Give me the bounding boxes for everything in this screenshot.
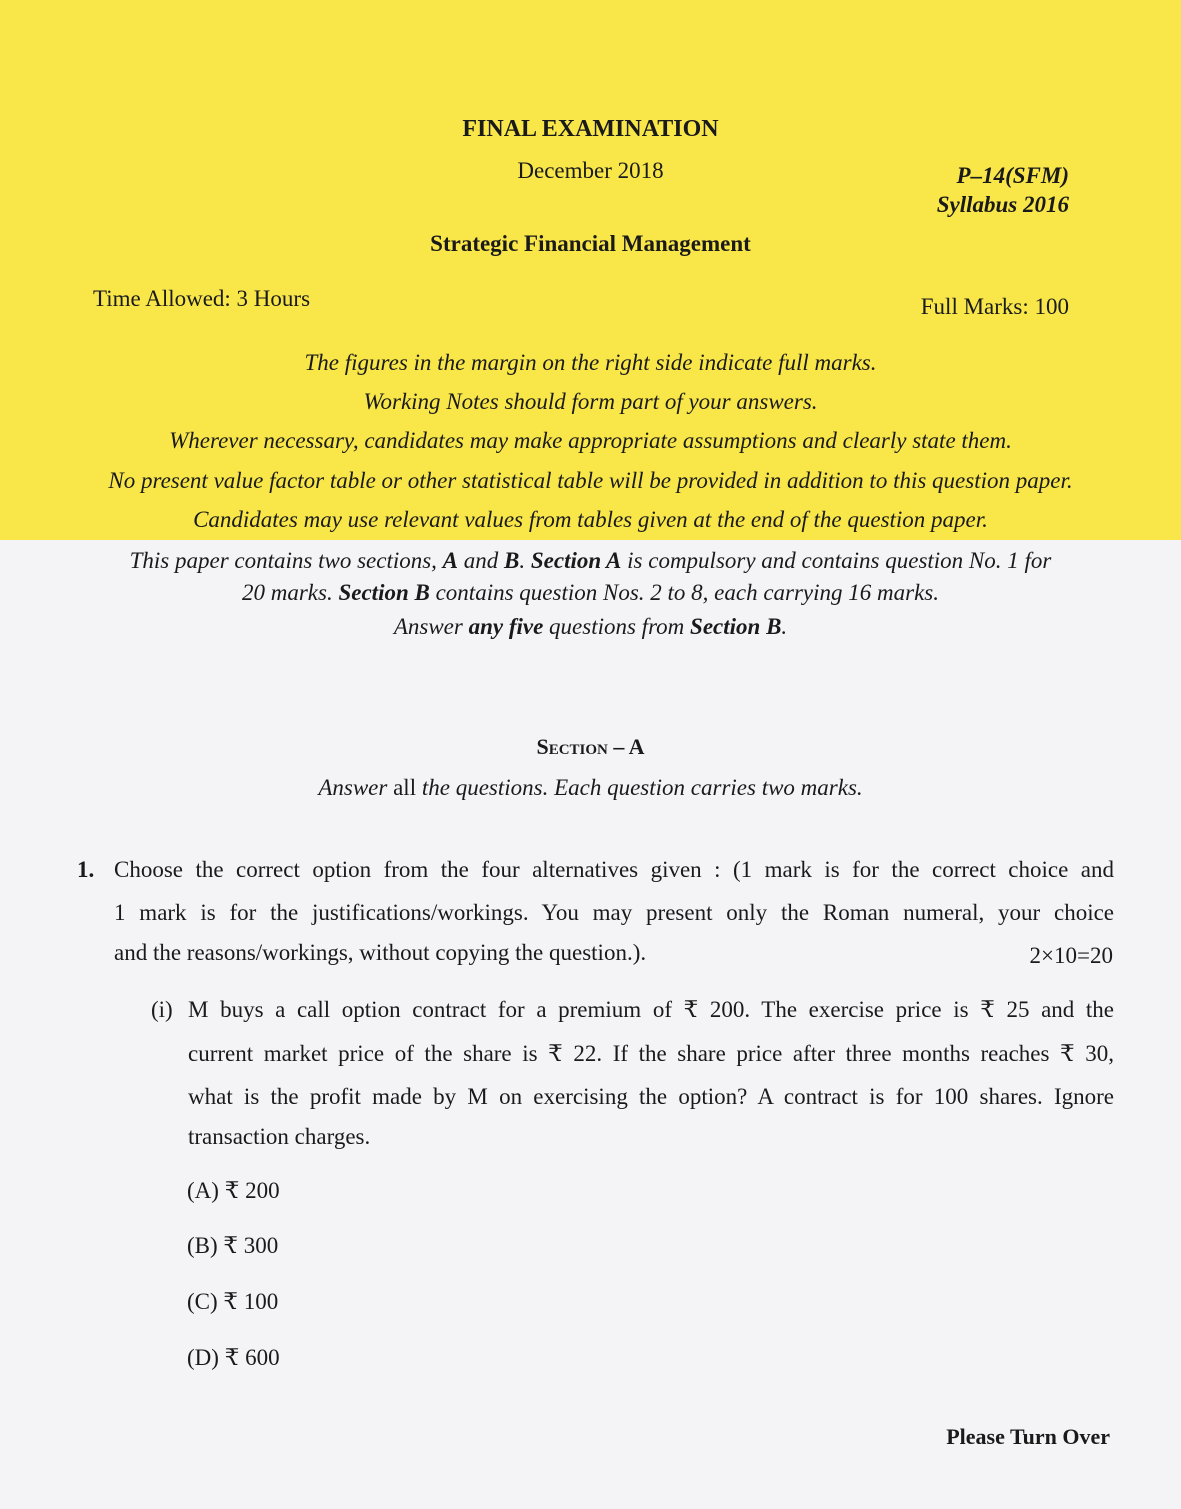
instruction-line: Candidates may use relevant values from tables given at the end of the question paper. [193,507,988,532]
time-allowed: Time Allowed: 3 Hours [93,286,311,311]
yellow-highlight-band [0,0,1181,540]
instruction-line: 20 marks. Section B contains question Nos. 2 to 8, each carrying 16 marks. [241,580,939,605]
question-marks: 2×10=20 [1029,943,1113,968]
option-c: (C) ₹ 100 [187,1289,279,1314]
subquestion-text: what is the profit made by M on exercising the option? A contract is for 100 shares. Ignore [188,1084,1114,1109]
instruction-line: The figures in the margin on the right side indicate full marks. [304,350,877,375]
instruction-line: Working Notes should form part of your answers. [363,389,818,414]
subquestion-text: current market price of the share is ₹ 22. If the share price after three months reaches ₹ 30, [188,1041,1114,1066]
question-text: Choose the correct option from the four alternatives given : (1 mark is for the correct choice and [114,857,1114,882]
subquestion-text: M buys a call option contract for a premium of ₹ 200. The exercise price is ₹ 25 and the [188,997,1114,1022]
option-d: (D) ₹ 600 [187,1345,280,1370]
instruction-line: No present value factor table or other statistical table will be provided in addition to this question paper. [108,468,1073,493]
question-number: 1. [77,857,95,882]
instruction-line: This paper contains two sections, A and B. Section A is compulsory and contains question No. 1 for [129,548,1052,573]
exam-date: December 2018 [517,158,664,183]
instruction-line: Answer any five questions from Section B. [393,614,788,639]
exam-title: FINAL EXAMINATION [462,116,719,142]
subquestion-text: transaction charges. [188,1124,371,1149]
option-a: (A) ₹ 200 [187,1178,280,1203]
section-a-title: Section – A [536,734,645,759]
option-b: (B) ₹ 300 [187,1233,279,1258]
section-a-subtitle: Answer all the questions. Each question carries two marks. [318,775,863,800]
subject-title: Strategic Financial Management [430,231,751,256]
question-text: 1 mark is for the justifications/workings. You may present only the Roman numeral, your choice [114,900,1114,925]
full-marks: Full Marks: 100 [920,294,1069,319]
please-turn-over: Please Turn Over [946,1424,1110,1449]
subquestion-label: (i) [151,997,173,1022]
instruction-line: Wherever necessary, candidates may make appropriate assumptions and clearly state them. [169,428,1012,453]
paper-code: P–14(SFM) [956,163,1069,188]
syllabus-label: Syllabus 2016 [936,192,1069,217]
question-text: and the reasons/workings, without copying the question.). [114,940,647,965]
